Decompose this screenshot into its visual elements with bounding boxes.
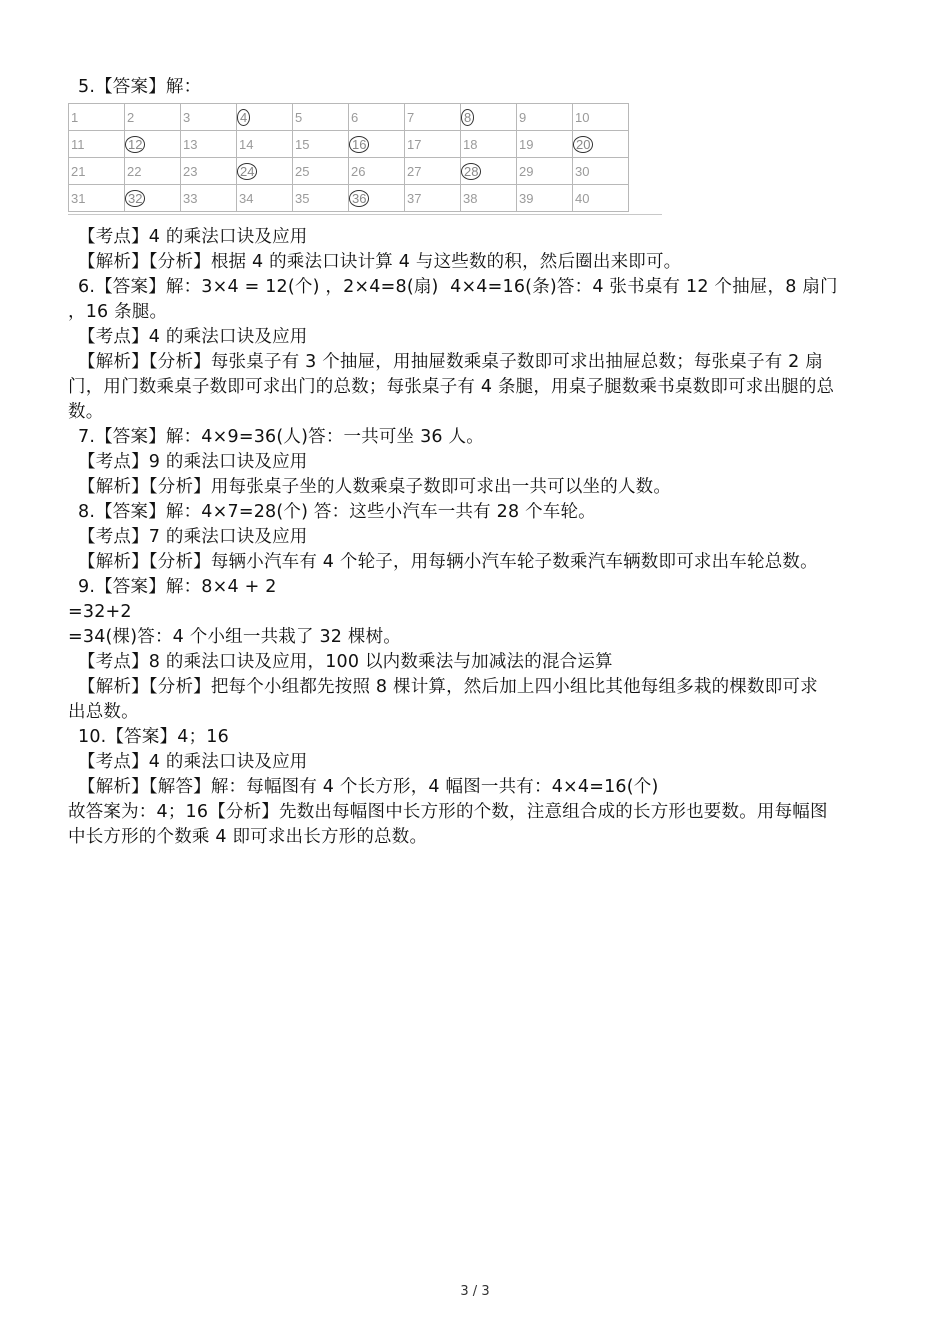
q9-answer-3: =34(棵)答：4 个小组一共栽了 32 棵树。	[68, 627, 401, 647]
grid-cell	[69, 158, 125, 185]
grid-cell-number: 40	[575, 190, 590, 206]
q7-point: 【考点】9 的乘法口诀及应用	[78, 452, 308, 472]
grid-cell	[517, 158, 573, 185]
grid-cell-number: 1	[71, 109, 79, 125]
grid-row	[69, 131, 629, 158]
grid-cell-number: 15	[295, 136, 310, 152]
grid-cell	[181, 131, 237, 158]
grid-cell	[405, 185, 461, 212]
grid-cell-number: 13	[183, 136, 198, 152]
q9-answer-2: =32+2	[68, 602, 132, 622]
grid-cell	[181, 158, 237, 185]
q9-point: 【考点】8 的乘法口诀及应用，100 以内数乘法与加减法的混合运算	[78, 652, 613, 672]
grid-cell	[293, 185, 349, 212]
grid-cell-number: 9	[519, 109, 527, 125]
grid-cell-number: 37	[407, 190, 422, 206]
q6-point: 【考点】4 的乘法口诀及应用	[78, 327, 308, 347]
grid-cell-number: 7	[407, 109, 415, 125]
grid-cell	[405, 104, 461, 131]
grid-cell-circled	[237, 158, 293, 185]
grid-cell	[293, 158, 349, 185]
grid-cell-number: 5	[295, 109, 303, 125]
grid-cell-number: 24	[237, 163, 257, 180]
q6-answer-2: ，16 条腿。	[68, 302, 168, 322]
grid-divider	[68, 214, 662, 215]
grid-cell	[69, 185, 125, 212]
grid-cell-number: 28	[461, 163, 481, 180]
q10-analysis-3: 中长方形的个数乘 4 即可求出长方形的总数。	[68, 827, 428, 847]
q10-answer: 10.【答案】4；16	[78, 727, 229, 747]
grid-cell-circled	[349, 131, 405, 158]
grid-cell-number: 34	[239, 190, 254, 206]
grid-cell-number: 12	[125, 136, 145, 153]
grid-cell-number: 33	[183, 190, 198, 206]
grid-cell	[349, 104, 405, 131]
grid-cell-circled	[237, 104, 293, 131]
q9-analysis-2: 出总数。	[68, 702, 139, 722]
grid-cell-number: 2	[127, 109, 135, 125]
grid-cell	[181, 104, 237, 131]
q5-analysis: 【解析】【分析】根据 4 的乘法口诀计算 4 与这些数的积，然后圈出来即可。	[78, 252, 682, 272]
grid-cell	[461, 131, 517, 158]
grid-cell-number: 22	[127, 163, 142, 179]
grid-cell-number: 17	[407, 136, 422, 152]
page-number: 3 / 3	[460, 1284, 490, 1299]
grid-cell	[573, 104, 629, 131]
grid-cell-number: 11	[71, 136, 85, 152]
grid-cell-number: 3	[183, 109, 191, 125]
grid-cell-circled	[125, 185, 181, 212]
grid-row	[69, 104, 629, 131]
grid-cell-number: 25	[295, 163, 310, 179]
grid-cell-number: 29	[519, 163, 534, 179]
q10-point: 【考点】4 的乘法口诀及应用	[78, 752, 308, 772]
grid-cell-number: 32	[125, 190, 145, 207]
grid-cell-number: 19	[519, 136, 534, 152]
grid-cell-number: 20	[573, 136, 593, 153]
q9-answer-1: 9.【答案】解：8×4 + 2	[78, 577, 277, 597]
q10-analysis-2: 故答案为：4；16【分析】先数出每幅图中长方形的个数，注意组合成的长方形也要数。用每幅图	[68, 802, 828, 822]
grid-cell-number: 23	[183, 163, 198, 179]
grid-cell-number: 36	[349, 190, 369, 207]
q6-answer-1: 6.【答案】解：3×4 = 12(个) ，2×4=8(扇) 4×4=16(条)答：4 张书桌有 12 个抽屉，8 扇门	[78, 277, 838, 297]
grid-cell-number: 6	[351, 109, 359, 125]
grid-cell-number: 39	[519, 190, 534, 206]
q6-analysis-1: 【解析】【分析】每张桌子有 3 个抽屉，用抽屉数乘桌子数即可求出抽屉总数；每张桌子有 2 扇	[78, 352, 823, 372]
q8-answer: 8.【答案】解：4×7=28(个) 答：这些小汽车一共有 28 个车轮。	[78, 502, 596, 522]
grid-cell-number: 16	[349, 136, 369, 153]
grid-cell	[573, 158, 629, 185]
grid-cell	[69, 131, 125, 158]
grid-cell	[405, 131, 461, 158]
grid-cell	[181, 185, 237, 212]
grid-cell-number: 10	[575, 109, 590, 125]
grid-cell	[125, 104, 181, 131]
number-grid	[68, 103, 629, 212]
q9-analysis-1: 【解析】【分析】把每个小组都先按照 8 棵计算，然后加上四小组比其他每组多栽的棵数即可求	[78, 677, 818, 697]
grid-cell-number: 26	[351, 163, 366, 179]
q5-point: 【考点】4 的乘法口诀及应用	[78, 227, 308, 247]
grid-cell	[293, 131, 349, 158]
q10-analysis-1: 【解析】【解答】解：每幅图有 4 个长方形，4 幅图一共有：4×4=16(个)	[78, 777, 659, 797]
grid-cell	[349, 158, 405, 185]
grid-cell	[69, 104, 125, 131]
q5-answer: 5.【答案】解：	[78, 77, 202, 97]
q6-analysis-3: 数。	[68, 402, 104, 422]
q6-analysis-2: 门，用门数乘桌子数即可求出门的总数；每张桌子有 4 条腿，用桌子腿数乘书桌数即可求出腿的总	[68, 377, 835, 397]
grid-cell-number: 35	[295, 190, 310, 206]
grid-cell-circled	[349, 185, 405, 212]
q7-analysis: 【解析】【分析】用每张桌子坐的人数乘桌子数即可求出一共可以坐的人数。	[78, 477, 672, 497]
grid-cell-number: 30	[575, 163, 590, 179]
grid-cell-number: 14	[239, 136, 254, 152]
q7-answer: 7.【答案】解：4×9=36(人)答：一共可坐 36 人。	[78, 427, 484, 447]
grid-row	[69, 158, 629, 185]
grid-cell	[517, 185, 573, 212]
grid-cell-circled	[461, 104, 517, 131]
grid-cell	[237, 131, 293, 158]
grid-cell	[405, 158, 461, 185]
grid-cell	[517, 131, 573, 158]
grid-cell	[237, 185, 293, 212]
grid-cell-number: 31	[71, 190, 86, 206]
grid-cell-circled	[461, 158, 517, 185]
grid-cell	[461, 185, 517, 212]
grid-cell-circled	[125, 131, 181, 158]
q8-analysis: 【解析】【分析】每辆小汽车有 4 个轮子，用每辆小汽车轮子数乘汽车辆数即可求出车轮总数。	[78, 552, 818, 572]
grid-cell-number: 18	[463, 136, 478, 152]
q8-point: 【考点】7 的乘法口诀及应用	[78, 527, 308, 547]
grid-cell	[293, 104, 349, 131]
grid-cell-number: 27	[407, 163, 422, 179]
grid-row	[69, 185, 629, 212]
grid-cell-number: 21	[71, 163, 86, 179]
grid-cell-number: 4	[237, 109, 250, 126]
grid-cell	[517, 104, 573, 131]
grid-cell-number: 38	[463, 190, 478, 206]
grid-cell-number: 8	[461, 109, 474, 126]
grid-cell	[125, 158, 181, 185]
grid-cell	[573, 185, 629, 212]
grid-cell-circled	[573, 131, 629, 158]
